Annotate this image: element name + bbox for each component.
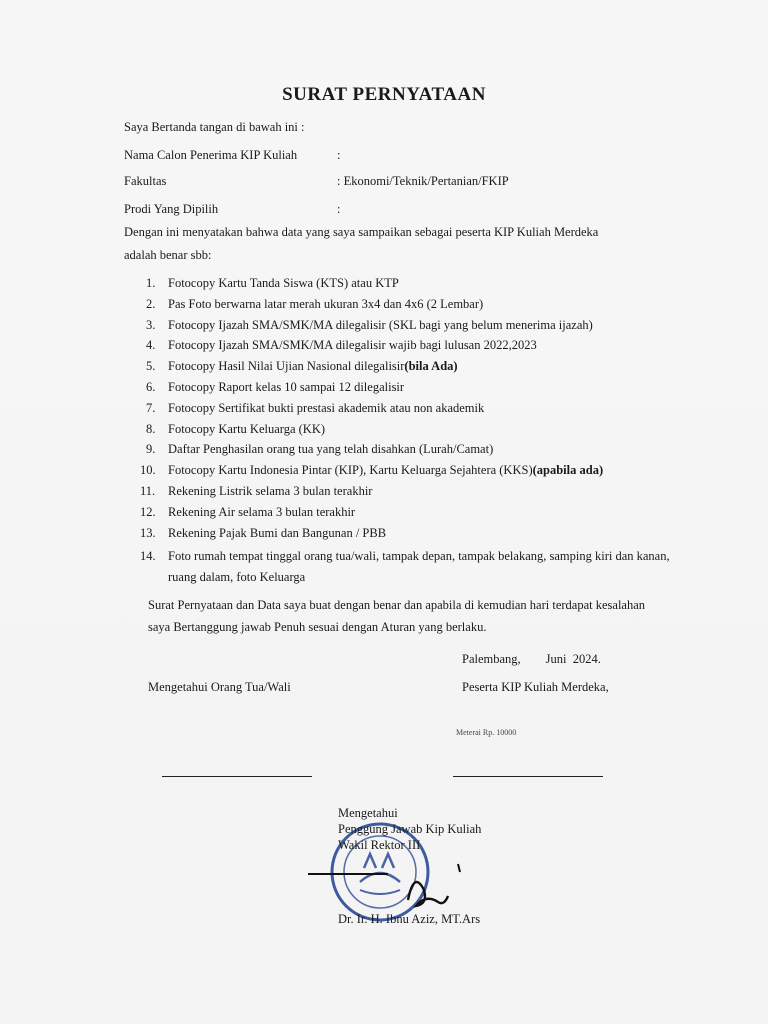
- list-item-number: 3.: [146, 317, 156, 332]
- list-item-number: 1.: [146, 276, 156, 290]
- list-item: [146, 380, 706, 401]
- document-title: SURAT PERNYATAAN: [282, 84, 486, 105]
- approval-line-3: Wakil Rektor III: [338, 838, 421, 852]
- list-item: [140, 526, 706, 547]
- closing-line-2: saya Bertanggung jawab Penuh sesuai dengan Aturan yang berlaku.: [148, 620, 487, 634]
- field-value-program: :: [337, 202, 341, 216]
- list-item-text: Rekening Listrik selama 3 bulan terakhir: [168, 483, 373, 498]
- list-item: [146, 422, 706, 443]
- approval-line-2: Penggung Jawab Kip Kuliah: [338, 822, 482, 836]
- list-item: [146, 276, 706, 297]
- field-label-program: Prodi Yang Dipilih: [124, 202, 219, 216]
- list-item-number: 7.: [146, 400, 156, 415]
- list-item: [140, 484, 706, 505]
- list-item: [146, 401, 706, 422]
- list-item: [146, 318, 706, 339]
- list-item-number: 6.: [146, 379, 156, 394]
- statement-line-2: adalah benar sbb:: [124, 248, 212, 262]
- list-item-text: Fotocopy Kartu Keluarga (KK): [168, 421, 326, 436]
- list-item: [140, 505, 706, 526]
- list-item-number: 12.: [140, 504, 156, 519]
- list-item-number: 11.: [140, 483, 156, 498]
- list-item: [146, 442, 706, 463]
- list-item-text: Fotocopy Kartu Tanda Siswa (KTS) atau KTP: [168, 276, 399, 290]
- list-item-number: 2.: [146, 296, 156, 311]
- student-signature-line: [453, 776, 603, 777]
- list-item-number: 9.: [146, 442, 156, 457]
- list-item-number: 5.: [146, 359, 156, 374]
- statement-line-1: Dengan ini menyatakan bahwa data yang saya sampaikan sebagai peserta KIP Kuliah Merdeka: [124, 225, 599, 239]
- list-item-suffix: (bila Ada): [404, 359, 458, 374]
- list-item-text: Fotocopy Sertifikat bukti prestasi akademik atau non akademik: [168, 400, 485, 415]
- list-item-number: 14.: [140, 549, 156, 564]
- list-item-text: Fotocopy Ijazah SMA/SMK/MA dilegalisir (SKL bagi yang belum menerima ijazah): [168, 317, 593, 332]
- list-item-text: Rekening Air selama 3 bulan terakhir: [168, 504, 356, 519]
- place-date: Palembang, Juni 2024.: [462, 652, 601, 666]
- approval-signer-name: Dr. Ir. H. Ibnu Aziz, MT.Ars: [338, 912, 481, 926]
- field-label-faculty: Fakultas: [124, 174, 167, 188]
- list-item: [146, 297, 706, 318]
- list-item-text: Foto rumah tempat tinggal orang tua/wali, tampak depan, tampak belakang, samping kiri dan kanan, ruang dalam, foto Keluarga: [168, 549, 670, 585]
- list-item-text: Daftar Penghasilan orang tua yang telah disahkan (Lurah/Camat): [168, 442, 494, 457]
- list-item-text: Pas Foto berwarna latar merah ukuran 3x4 dan 4x6 (2 Lembar): [168, 296, 484, 311]
- list-item-text: Rekening Pajak Bumi dan Bangunan / PBB: [168, 525, 387, 540]
- left-signer-label: Mengetahui Orang Tua/Wali: [148, 680, 291, 694]
- list-item-number: 8.: [146, 421, 156, 436]
- field-label-name: Nama Calon Penerima KIP Kuliah: [124, 148, 298, 162]
- list-item: [146, 338, 706, 359]
- field-value-name: :: [337, 148, 341, 162]
- list-item-number: 10.: [140, 463, 156, 478]
- intro-text: Saya Bertanda tangan di bawah ini :: [124, 120, 305, 134]
- list-item: [140, 546, 706, 588]
- list-item-text: Fotocopy Hasil Nilai Ujian Nasional dilegalisir: [168, 359, 405, 374]
- meterai-label: Meterai Rp. 10000: [456, 728, 517, 737]
- approval-line-1: Mengetahui: [338, 806, 398, 820]
- right-signer-label: Peserta KIP Kuliah Merdeka,: [462, 680, 609, 694]
- list-item-text: Fotocopy Raport kelas 10 sampai 12 dilegalisir: [168, 379, 405, 394]
- guardian-signature-line: [162, 776, 312, 777]
- requirements-list: [140, 276, 706, 588]
- list-item-text: Fotocopy Kartu Indonesia Pintar (KIP), Kartu Keluarga Sejahtera (KKS): [168, 463, 533, 478]
- list-item-suffix: (apabila ada): [532, 463, 604, 478]
- field-value-faculty: : Ekonomi/Teknik/Pertanian/FKIP: [337, 174, 509, 188]
- list-item: [140, 463, 706, 484]
- list-item-number: 13.: [140, 525, 156, 540]
- list-item-text: Fotocopy Ijazah SMA/SMK/MA dilegalisir wajib bagi lulusan 2022,2023: [168, 338, 537, 353]
- list-item-number: 4.: [146, 338, 156, 353]
- closing-line-1: Surat Pernyataan dan Data saya buat dengan benar dan apabila di kemudian hari terdapat kesalahan: [148, 598, 646, 612]
- list-item: [146, 359, 706, 380]
